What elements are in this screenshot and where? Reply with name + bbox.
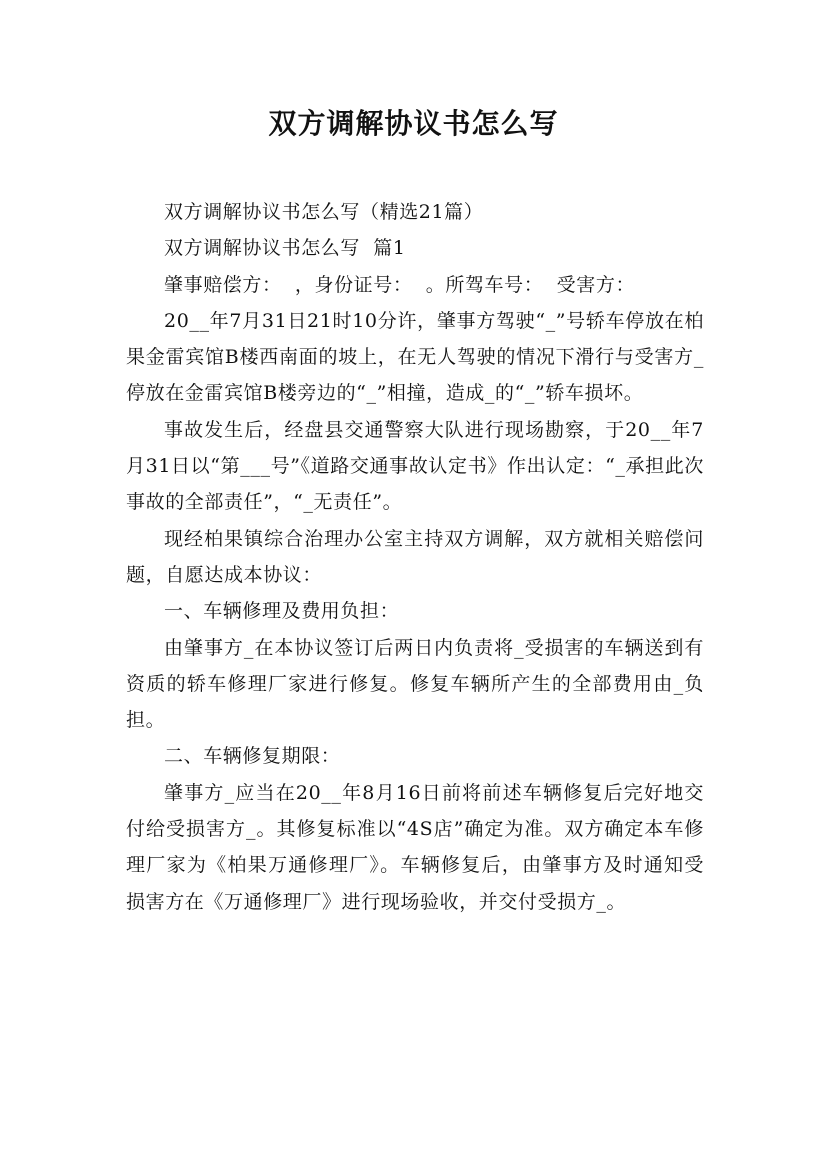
document-title: 双方调解协议书怎么写 [268, 107, 559, 140]
mediation-paragraph: 现经柏果镇综合治理办公室主持双方调解，双方就相关赔偿问题，自愿达成本协议： [126, 527, 704, 586]
subtitle-paragraph: 双方调解协议书怎么写（精选21篇） [164, 201, 484, 223]
clause-heading-2: 二、车辆修复期限： [164, 745, 341, 768]
investigation-paragraph: 事故发生后，经盘县交通警察大队进行现场勘察，于20__年7月31日以“第___号”《道路交通事故认定书》作出认定：“_承担此次事故的全部责任”，“_无责任”。 [126, 418, 704, 514]
section-heading-paragraph: 双方调解协议书怎么写 篇1 [164, 237, 406, 260]
document-body [126, 194, 704, 920]
clause-body-1: 由肇事方_在本协议签订后两日内负责将_受损害的车辆送到有资质的轿车修理厂家进行修复。修复车辆所产生的全部费用由_负担。 [126, 636, 704, 732]
clause-heading-1: 一、车辆修理及费用负担： [164, 600, 400, 623]
parties-paragraph: 肇事赔偿方： ，身份证号： 。所驾车号： 受害方： [164, 273, 636, 296]
clause-body-2: 肇事方_应当在20__年8月16日前将前述车辆修复后完好地交付给受损害方_。其修复标准以“4S店”确定为准。双方确定本车修理厂家为《柏果万通修理厂》。车辆修复后，由肇事方及时通知受损害方在《万通修理厂》进行现场验收，并交付受损方_。 [126, 781, 704, 913]
incident-paragraph: 20__年7月31日21时10分许，肇事方驾驶“_”号轿车停放在柏果金雷宾馆B楼西南面的坡上，在无人驾驶的情况下滑行与受害方_停放在金雷宾馆B楼旁边的“_”相撞，造成_的“_”轿车损坏。 [126, 309, 704, 405]
